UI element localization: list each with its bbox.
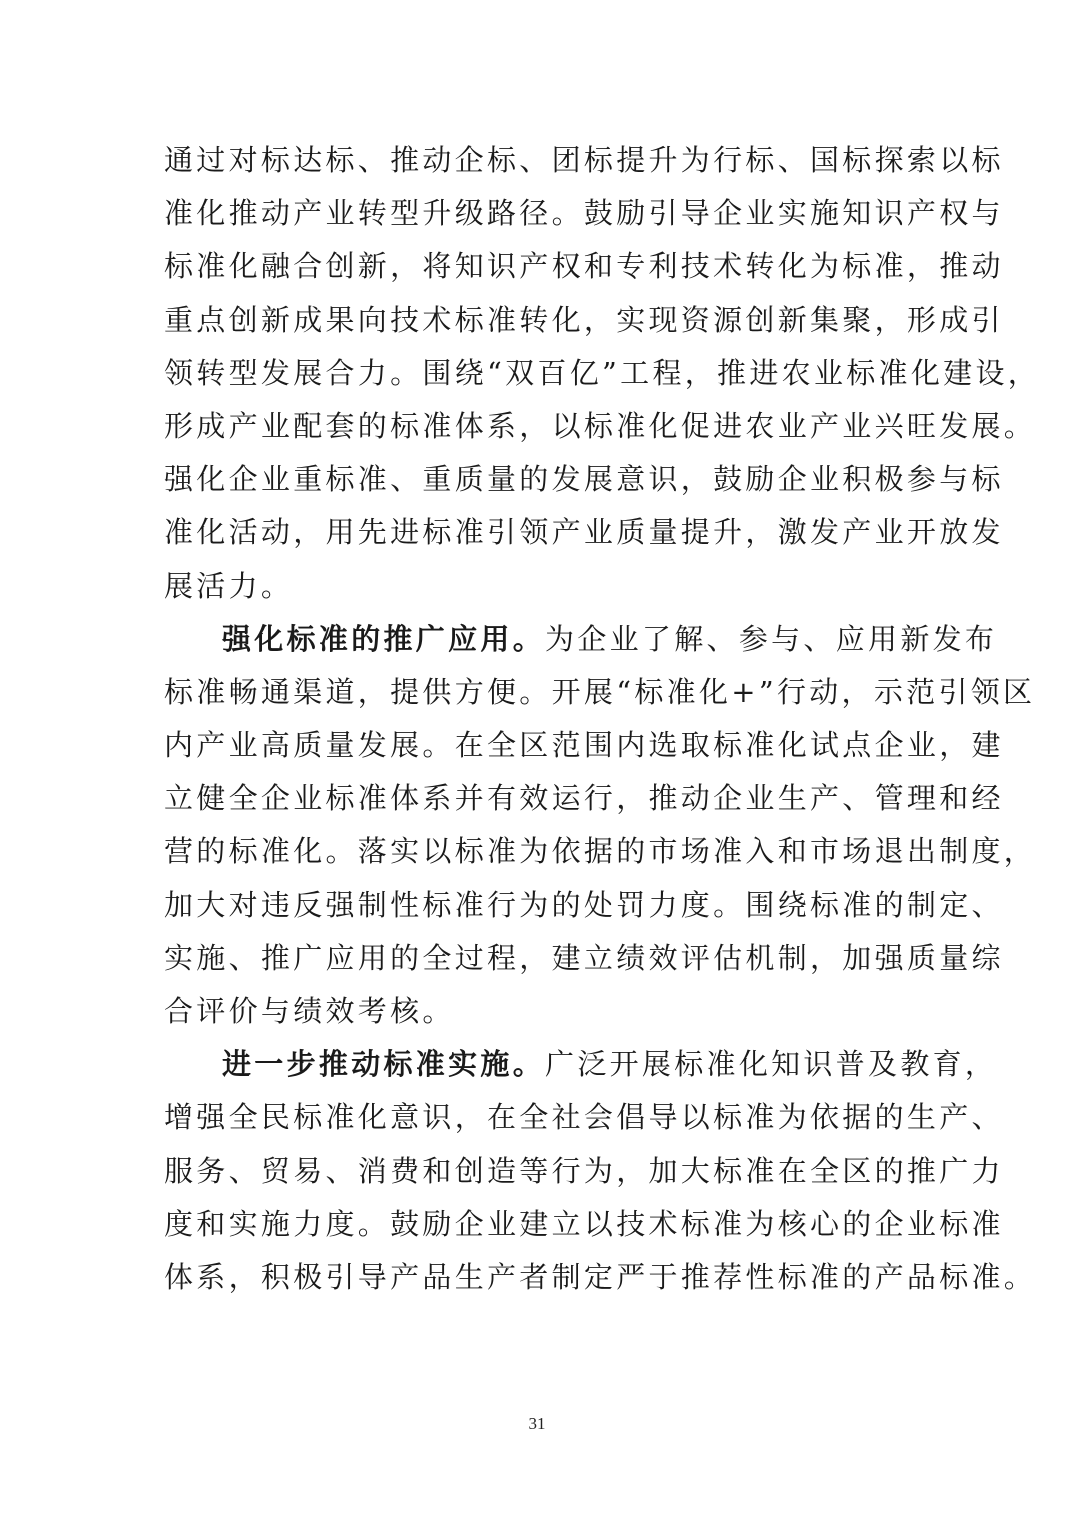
paragraph-1 (164, 134, 1041, 613)
paragraph-heading: 进一步推动标准实施。 (222, 1047, 546, 1082)
paragraph-line: 标准畅通渠道，提供方便。开展“标准化+”行动，示范引领区 (164, 674, 1036, 709)
paragraph-text: 广泛开展标准化知识普及教育， (545, 1047, 998, 1082)
paragraph-line: 增强全民标准化意识，在全社会倡导以标准为依据的生产、 (164, 1100, 1004, 1135)
paragraph-2 (164, 613, 1037, 1039)
paragraph-line: 加大对违反强制性标准行为的处罚力度。围绕标准的制定、 (164, 887, 1004, 922)
paragraph-first-line (164, 613, 998, 666)
paragraph-first-line (164, 1038, 998, 1091)
paragraph-line: 展活力。 (164, 568, 294, 603)
paragraph-3 (164, 1038, 1037, 1304)
paragraph-line: 立健全企业标准体系并有效运行，推动企业生产、管理和经 (164, 781, 1004, 816)
page-number: 31 (528, 1414, 546, 1433)
paragraph-line: 领转型发展合力。围绕“双百亿”工程，推进农业标准化建设， (164, 355, 1041, 390)
paragraph-line: 标准化融合创新，将知识产权和专利技术转化为标准，推动 (164, 249, 1004, 284)
paragraph-line: 体系，积极引导产品生产者制定严于推荐性标准的产品标准。 (164, 1259, 1037, 1294)
paragraph-line: 营的标准化。落实以标准为依据的市场准入和市场退出制度， (164, 834, 1037, 869)
paragraph-text: 为企业了解、参与、应用新发布 (545, 621, 998, 656)
paragraph-line: 度和实施力度。鼓励企业建立以技术标准为核心的企业标准 (164, 1206, 1004, 1241)
paragraph-line: 服务、贸易、消费和创造等行为，加大标准在全区的推广力 (164, 1153, 1004, 1188)
paragraph-line: 通过对标达标、推动企标、团标提升为行标、国标探索以标 (164, 143, 1004, 177)
document-body (164, 134, 1041, 1304)
paragraph-line: 形成产业配套的标准体系，以标准化促进农业产业兴旺发展。 (164, 408, 1037, 443)
paragraph-line: 强化企业重标准、重质量的发展意识，鼓励企业积极参与标 (164, 462, 1004, 497)
paragraph-line: 准化活动，用先进标准引领产业质量提升，激发产业开放发 (164, 515, 1004, 550)
paragraph-heading: 强化标准的推广应用。 (222, 621, 546, 656)
paragraph-line: 准化推动产业转型升级路径。鼓励引导企业实施知识产权与 (164, 196, 1004, 231)
paragraph-line: 实施、推广应用的全过程，建立绩效评估机制，加强质量综 (164, 940, 1004, 975)
paragraph-line: 重点创新成果向技术标准转化，实现资源创新集聚，形成引 (164, 302, 1004, 337)
paragraph-line: 合评价与绩效考核。 (164, 994, 455, 1028)
paragraph-line: 内产业高质量发展。在全区范围内选取标准化试点企业，建 (164, 728, 1004, 763)
